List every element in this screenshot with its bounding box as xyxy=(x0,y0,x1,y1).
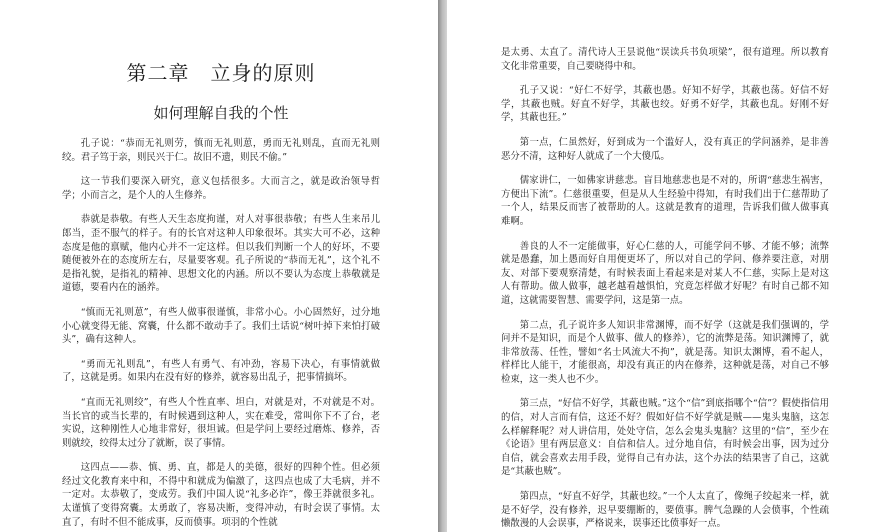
paragraph: 善良的人不一定能做事，好心仁慈的人，可能学问不够、才能不够；流弊就是愚蠢，加上愚而好自用便更坏了，所以对自己的学问、修养要注意，对朋友、对部下要观察清楚，有时候表面上看起来是对某人不仁慈，实际上是对这人有帮助。做人做事，越老越看越惧怕，究竟怎样做才好呢？有时自己都不知道，这就需要智慧、需要学问，这是第一点。 xyxy=(501,240,829,306)
paragraph: “勇而无礼则乱”，有些人有勇气、有冲劲，容易下决心，有事情就做了，这就是勇。如果内在没有好的修养，就容易出乱子，把事情搞坏。 xyxy=(62,358,380,384)
paragraph: 孔子说：“恭而无礼则劳，慎而无礼则葸，勇而无礼则乱，直而无礼则绞。君子笃于亲，则民兴于仁。故旧不遗，则民不偷。” xyxy=(62,138,380,163)
right-page xyxy=(447,0,885,532)
paragraph: “慎而无礼则葸”，有些人做事很谨慎，非常小心。小心固然好，过分地小心就变得无能、窝囊，什么都不敢动手了。我们土话说“树叶掉下来怕打破头”，确有这种人。 xyxy=(62,306,380,346)
paragraph: 这一节我们要深入研究，意义包括很多。大而言之，就是政治领导哲学；小而言之，是个人的人生修养。 xyxy=(62,176,380,201)
right-body-text xyxy=(501,46,829,531)
paragraph: 是太勇、太直了。清代诗人王昙说他“误读兵书负项梁”，很有道理。所以教育文化非常重要，自己要晓得中和。 xyxy=(501,47,829,72)
paragraph: 第一点，仁虽然好，好到成为一个滥好人，没有真正的学问涵养，是非善恶分不清，这种好人就成了一个大傻瓜。 xyxy=(501,136,829,162)
paragraph: 这四点——恭、慎、勇、直，都是人的美德，很好的四种个性。但必须经过文化教育来中和，不得中和就成为偏激了，这四点也成了大毛病，并不一定对。太恭敬了，变成劳。我们中国人说“礼多必诈”，像王莽就很多礼。太谨慎了变得窝囊。太勇敢了，容易决断，变得冲动，有时会误了事情。太直了，有时不但不能成事，反而偾事。项羽的个性就 xyxy=(62,462,380,528)
left-body-text xyxy=(62,137,380,529)
section-title: 如何理解自我的个性 xyxy=(153,104,289,122)
chapter-title: 第二章 立身的原则 xyxy=(126,61,316,85)
paragraph: 儒家讲仁，一如佛家讲慈悲。盲目地慈悲也是不对的，所谓“慈悲生祸害，方便出下流”。仁慈很重要，但是从人生经验中得知，有时我们出于仁慈帮助了一个人，结果反而害了被帮助的人。这就是教育的道理，告诉我们做人做事真难啊。 xyxy=(501,175,829,227)
left-page xyxy=(0,0,438,532)
paragraph: 第三点，“好信不好学，其蔽也贼。”这个“信”到底指哪个“信”？假使指信用的信，对人言而有信，这还不好？假如好信不好学就是贼——鬼头鬼脑，这怎么样解释呢？对人讲信用，处处守信，怎么会鬼头鬼脑？这里的“信”，至少在《论语》里有两层意义：自信和信人。过分地自信，有时候会出事，因为过分自信，就会喜欢去用手段，觉得自己有办法，这个办法的结果害了自己，这就是“其蔽也贼”。 xyxy=(501,398,829,478)
paragraph: “直而无礼则绞”，有些人个性直率、坦白，对就是对，不对就是不对。当长官的或当长辈的，有时候遇到这种人，实在难受，常叫你下不了台，老实说，这种刚性人心地非常好，很坦诚。但是学问上要经过磨炼、修养，否则就绞，绞得太过分了就断，误了事情。 xyxy=(62,396,380,449)
paragraph: 第四点，“好直不好学，其蔽也绞。”一个人太直了，像绳子绞起来一样，就是不好学，没有修养，迟早要绷断的，要偾事。脾气急躁的人会偾事，个性疏懒散漫的人会误事，严格说来，误事还比偾事好一点。 xyxy=(501,491,829,530)
paragraph: 孔子又说：“好仁不好学，其蔽也愚。好知不好学，其蔽也荡。好信不好学，其蔽也贼。好直不好学，其蔽也绞。好勇不好学，其蔽也乱。好刚不好学，其蔽也狂。” xyxy=(501,85,829,124)
page-gutter-divider xyxy=(438,0,447,532)
paragraph: 恭就是恭敬。有些人天生态度拘谨，对人对事很恭敬；有些人生来吊儿郎当，歪不服气的样子。有的长官对这种人印象很坏。其实大可不必，这种态度是他的禀赋，他内心并不一定这样。但以我们判断一个人的好坏，不要随便被外在的态度所左右，尽量要客观。孔子所说的“恭而无礼”，这个礼不是指礼貌，是指礼的精神、思想文化的内涵。所以不要认为态度上恭敬就是道德，要看内在的涵养。 xyxy=(62,214,380,294)
paragraph: 第二点，孔子说许多人知识非常渊博，而不好学（这就是我们强调的，学问并不是知识，而是个人做事、做人的修养），它的流弊是荡。知识渊博了，就非常放荡、任性，譬如“名士风流大不拘”，就是荡。知识太渊博，看不起人，样样比人能干，才能很高，却没有真正的内在修养，这种就是荡，对自己不够检束，这一类人也不少。 xyxy=(501,319,829,385)
